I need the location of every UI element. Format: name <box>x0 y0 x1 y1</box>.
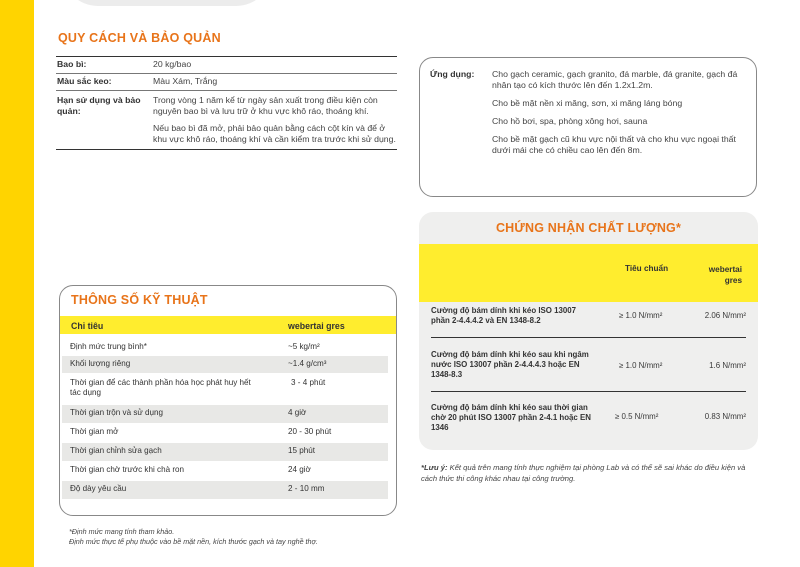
column-value: webertai gres <box>288 321 345 331</box>
specs-title: THÔNG SỐ KỸ THUẬT <box>71 293 208 307</box>
divider <box>431 337 746 338</box>
packaging-key: Hạn sử dụng và bảo quản: <box>57 95 141 116</box>
spec-value: 15 phút <box>288 446 316 455</box>
usage-list <box>492 69 744 196</box>
certification-label: Cường độ bám dính khi kéo ISO 13007 phần 2-4.4.4.2 và EN 1348-8.2 <box>431 306 577 325</box>
packaging-value <box>153 95 397 145</box>
usage-item: Cho bề mặt gạch cũ khu vực nội thất và cho khu vực ngoại thất dưới mái che có chiều cao lên đến 8m. <box>492 134 736 155</box>
decorative-arc <box>62 0 272 6</box>
packaging-value: 20 kg/bao <box>153 59 192 69</box>
column-name: Chỉ tiêu <box>71 321 104 331</box>
column-standard: Tiêu chuẩn <box>625 264 669 273</box>
spec-name: Thời gian mở <box>70 427 119 436</box>
specs-footnote <box>69 527 318 547</box>
specs-row <box>62 462 388 480</box>
spec-value: 24 giờ <box>288 465 311 474</box>
packaging-key: Màu sắc keo: <box>57 76 112 86</box>
specs-header <box>60 316 396 334</box>
certification-value: 2.06 N/mm² <box>704 311 746 320</box>
spec-name: Thời gian để các thành phần hóa học phát huy hết tác dụng <box>70 378 251 397</box>
specs-row <box>62 481 388 499</box>
specs-box <box>59 285 397 516</box>
footnote-line: *Định mức mang tính tham khảo. <box>69 527 175 536</box>
spec-value: 3 - 4 phút <box>291 378 326 387</box>
spec-value: ~1.4 g/cm³ <box>288 359 327 368</box>
certification-value: 0.83 N/mm² <box>704 412 746 421</box>
note-prefix: *Lưu ý: <box>421 463 448 472</box>
certification-header <box>419 244 758 302</box>
divider <box>431 391 746 392</box>
certification-standard: ≥ 1.0 N/mm² <box>619 361 663 370</box>
packaging-row <box>56 91 397 150</box>
specs-row <box>62 443 388 461</box>
spec-value: 4 giờ <box>288 408 307 417</box>
packaging-key: Bao bì: <box>57 59 87 69</box>
packaging-title: QUY CÁCH VÀ BẢO QUẢN <box>58 31 221 45</box>
certification-title: CHỨNG NHẬN CHẤT LƯỢNG* <box>495 221 682 235</box>
yellow-side-bar <box>0 0 34 567</box>
footnote-line: Định mức thực tế phụ thuộc vào bề mặt nền, kích thước gạch và tay nghề thợ. <box>69 537 318 546</box>
usage-key: Ứng dụng: <box>430 69 475 79</box>
usage-item: Cho hồ bơi, spa, phòng xông hơi, sauna <box>492 116 648 126</box>
note-text: Kết quả trên mang tính thực nghiệm tại phòng Lab và có thể sẽ sai khác do điều kiện và cách thức thi công khác nhau tại công trường. <box>421 463 746 483</box>
certification-standard: ≥ 0.5 N/mm² <box>615 412 659 421</box>
packaging-table <box>56 56 397 150</box>
packaging-paragraph: Nếu bao bì đã mở, phải bảo quản bằng cách cột kín và để ở khu vực khô ráo, thoáng khí và cần kiểm tra trước khi sử dụng. <box>153 123 396 144</box>
certification-note <box>421 463 756 484</box>
specs-row <box>62 356 388 373</box>
spec-name: Định mức trung bình* <box>70 342 147 351</box>
specs-row <box>62 375 388 403</box>
packaging-row <box>56 57 397 74</box>
certification-card <box>419 212 758 450</box>
spec-name: Thời gian trộn và sử dụng <box>70 408 164 417</box>
packaging-value: Màu Xám, Trắng <box>153 76 218 86</box>
spec-value: 20 - 30 phút <box>288 427 332 436</box>
certification-label: Cường độ bám dính khi kéo sau thời gian chờ 20 phút ISO 13007 phần 2-4.1 hoặc EN 1346 <box>431 403 591 432</box>
spec-name: Thời gian chỉnh sửa gạch <box>70 446 162 455</box>
spec-value: 2 - 10 mm <box>288 484 325 493</box>
spec-name: Thời gian chờ trước khi chà ron <box>70 465 185 474</box>
usage-item: Cho bề mặt nền xi măng, sơn, xi măng láng bóng <box>492 98 683 108</box>
packaging-row <box>56 74 397 91</box>
certification-label: Cường độ bám dính khi kéo sau khi ngâm nước ISO 13007 phần 2-4.4.4.3 hoặc EN 1348-8.3 <box>431 350 589 379</box>
specs-row <box>62 424 388 442</box>
specs-row <box>62 339 388 355</box>
usage-item: Cho gạch ceramic, gạch granito, đá marble, đá granite, gạch đá nhân tạo có kích thước lên đến 1.2x1.2m. <box>492 69 738 90</box>
spec-value: ~5 kg/m² <box>288 342 320 351</box>
column-product: webertai gres <box>708 265 742 285</box>
specs-row <box>62 405 388 423</box>
packaging-paragraph: Trong vòng 1 năm kể từ ngày sản xuất trong điều kiện còn nguyên bao bì và lưu trữ ở khu vực khô ráo, thoáng khí. <box>153 95 378 116</box>
certification-value: 1.6 N/mm² <box>709 361 746 370</box>
spec-name: Độ dày yêu cầu <box>70 484 127 493</box>
certification-standard: ≥ 1.0 N/mm² <box>619 311 663 320</box>
usage-box <box>419 57 757 197</box>
spec-name: Khối lượng riêng <box>70 359 131 368</box>
